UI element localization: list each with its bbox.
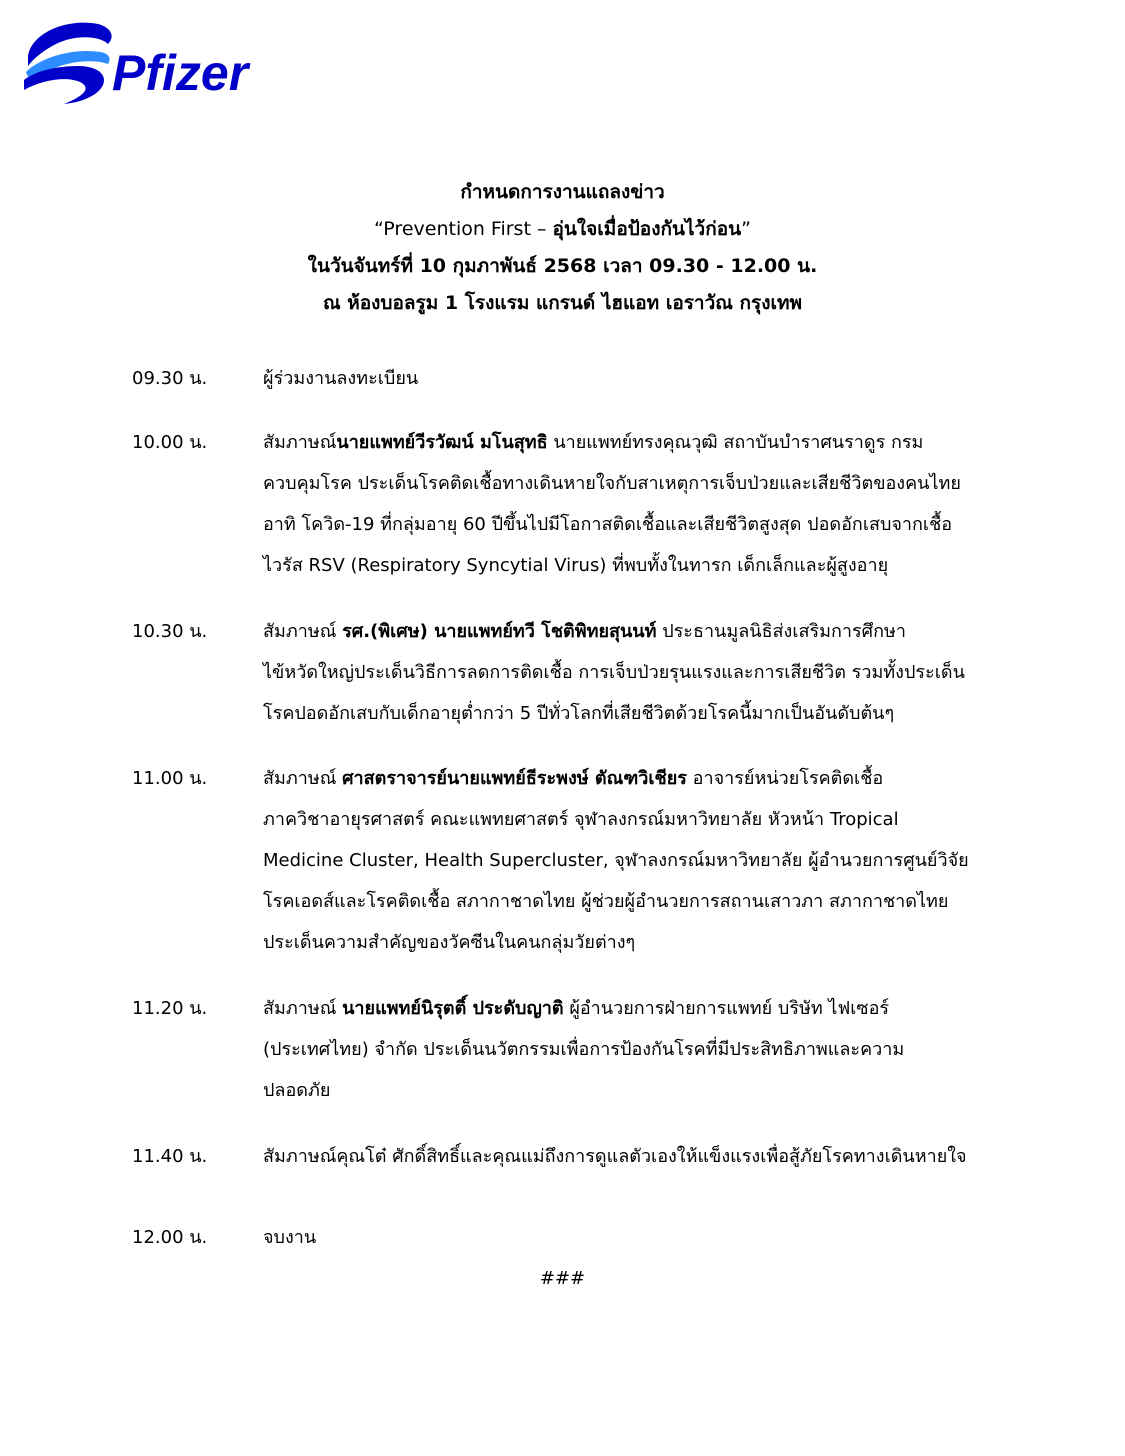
agenda-description [263, 1136, 1003, 1177]
agenda-time: 11.40 น. [132, 1146, 208, 1167]
agenda-line: (ประเทศไทย) จำกัด ประเด็นนวัตกรรมเพื่อการป้องกันโรคที่มีประสิทธิภาพและความ [263, 1039, 905, 1060]
agenda-time: 10.30 น. [132, 621, 208, 642]
agenda-description [263, 611, 1003, 734]
speaker-name: นายแพทย์วีรวัฒน์ มโนสุทธิ [336, 432, 548, 453]
agenda-first-rest: ผู้อำนวยการฝ่ายการแพทย์ บริษัท ไฟเซอร์ [563, 998, 890, 1019]
agenda-line: ไวรัส RSV (Respiratory Syncytial Virus) ที่พบทั้งในทารก เด็กเล็กและผู้สูงอายุ [263, 555, 889, 576]
agenda-line: สัมภาษณ์คุณโต๋ ศักดิ์สิทธิ์และคุณแม่ถึงการดูแลตัวเองให้แข็งแรงเพื่อสู้ภัยโรคทางเดินหายใจ [263, 1146, 967, 1167]
agenda-line: ผู้ร่วมงานลงทะเบียน [263, 368, 419, 389]
agenda-time: 10.00 น. [132, 432, 208, 453]
title-line-2 [0, 211, 1125, 248]
agenda-line: ไข้หวัดใหญ่ประเด็นวิธีการลดการติดเชื้อ การเจ็บป่วยรุนแรงและการเสียชีวิต รวมทั้งประเด็น [263, 662, 965, 683]
agenda-first-line [263, 758, 1003, 799]
agenda-first-rest: อาจารย์หน่วยโรคติดเชื้อ [686, 768, 884, 789]
pfizer-logo [20, 14, 270, 116]
agenda-line: ควบคุมโรค ประเด็นโรคติดเชื้อทางเดินหายใจกับสาเหตุการเจ็บป่วยและเสียชีวิตของคนไทย [263, 473, 961, 494]
agenda-line: อาทิ โควิด-19 ที่กลุ่มอายุ 60 ปีขึ้นไปมีโอกาสติดเชื้อและเสียชีวิตสูงสุด ปอดอักเสบจากเชื้อ [263, 514, 953, 535]
agenda-line: โรคปอดอักเสบกับเด็กอายุต่ำกว่า 5 ปีทั่วโลกที่เสียชีวิตด้วยโรคนี้มากเป็นอันดับต้นๆ [263, 703, 895, 724]
title-quote-close: ” [741, 218, 751, 240]
agenda-description [263, 422, 1003, 586]
agenda-prefix: สัมภาษณ์ [263, 998, 343, 1019]
press-schedule-heading [0, 174, 1125, 322]
title-event-name: “Prevention First – [374, 218, 553, 240]
title-line-1: กำหนดการงานแถลงข่าว [460, 181, 665, 203]
pfizer-wordmark: Pfizer [112, 45, 249, 101]
agenda-description [263, 988, 1003, 1111]
pfizer-logo-graphic [20, 14, 270, 116]
agenda-description [263, 358, 1003, 399]
agenda-prefix: สัมภาษณ์ [263, 432, 337, 453]
agenda-line: ประเด็นความสำคัญของวัคซีนในคนกลุ่มวัยต่างๆ [263, 932, 636, 953]
agenda-description [263, 758, 1003, 963]
agenda-time: 11.20 น. [132, 998, 208, 1019]
agenda-first-line [263, 422, 1003, 463]
agenda-time: 12.00 น. [132, 1227, 208, 1248]
agenda-time: 11.00 น. [132, 768, 208, 789]
agenda-time: 09.30 น. [132, 368, 208, 389]
title-venue: ณ ห้องบอลรูม 1 โรงแรม แกรนด์ ไฮแอท เอราวัณ กรุงเทพ [322, 292, 803, 314]
agenda-prefix: สัมภาษณ์ [263, 621, 343, 642]
agenda-line: จบงาน [263, 1227, 317, 1248]
end-mark: ### [539, 1268, 586, 1289]
agenda-first-rest: นายแพทย์ทรงคุณวุฒิ สถาบันบำราศนราดูร กรม [547, 432, 924, 453]
agenda-first-line [263, 611, 1003, 652]
agenda-description [263, 1217, 1003, 1258]
agenda-first-line [263, 988, 1003, 1029]
agenda-line: ปลอดภัย [263, 1080, 331, 1101]
title-event-thai: อุ่นใจเมื่อป้องกันไว้ก่อน [552, 218, 742, 240]
agenda-line: โรคเอดส์และโรคติดเชื้อ สภากาชาดไทย ผู้ช่วยผู้อำนวยการสถานเสาวภา สภากาชาดไทย [263, 891, 949, 912]
agenda-prefix: สัมภาษณ์ [263, 768, 343, 789]
agenda-first-rest: ประธานมูลนิธิส่งเสริมการศึกษา [656, 621, 906, 642]
agenda-line: Medicine Cluster, Health Supercluster, จุฬาลงกรณ์มหาวิทยาลัย ผู้อำนวยการศูนย์วิจัย [263, 850, 969, 871]
agenda-line: ภาควิชาอายุรศาสตร์ คณะแพทยศาสตร์ จุฬาลงกรณ์มหาวิทยาลัย หัวหน้า Tropical [263, 809, 899, 830]
speaker-name: รศ.(พิเศษ) นายแพทย์ทวี โชติพิทยสุนนท์ [342, 621, 657, 642]
title-date-time: ในวันจันทร์ที่ 10 กุมภาพันธ์ 2568 เวลา 09.30 - 12.00 น. [307, 255, 818, 277]
speaker-name: นายแพทย์นิรุตติ์ ประดับญาติ [342, 998, 564, 1019]
speaker-name: ศาสตราจารย์นายแพทย์ธีระพงษ์ ตัณฑวิเชียร [342, 768, 687, 789]
